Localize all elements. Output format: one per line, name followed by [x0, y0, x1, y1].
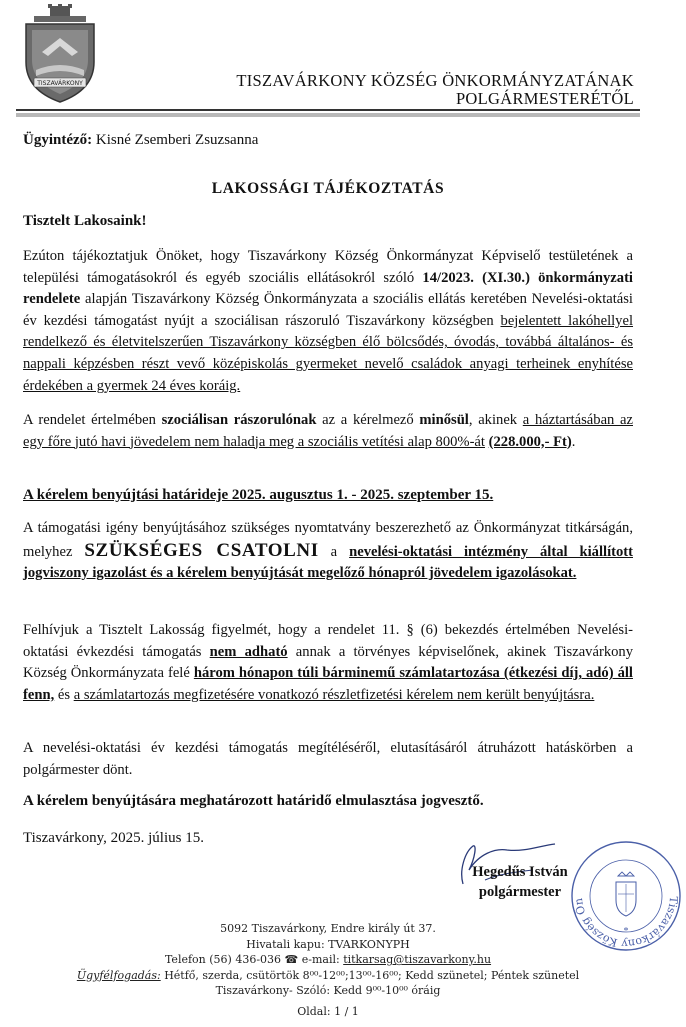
footer-contact	[0, 952, 656, 968]
header-rule-shadow	[16, 113, 640, 117]
phone-icon: ☎	[284, 953, 299, 967]
case-officer	[23, 132, 258, 149]
paragraph-exclusion	[23, 620, 633, 706]
document-date: Tiszavárkony, 2025. július 15.	[23, 830, 204, 846]
income-limit-amount: (228.000,- Ft)	[488, 433, 572, 450]
required-documents-text: nevelési-oktatási intézmény által kiállított jogviszony igazolást és a kérelem benyújtását megelőző hónapról jövedelem igazolásokat.	[23, 543, 633, 582]
text: annak a törvényes képviselőnek, akinek Tiszavárkony Község Önkormányzata felé	[23, 643, 634, 682]
header-rule	[16, 109, 640, 111]
emphasis: nem adható	[209, 643, 288, 660]
paragraph-eligibility	[23, 410, 633, 453]
footer	[0, 921, 656, 999]
greeting: Tisztelt Lakosaink!	[23, 213, 147, 229]
forfeiture-notice: A kérelem benyújtására meghatározott határidő elmulasztása jogvesztő.	[23, 793, 484, 809]
text: Felhívjuk a Tisztelt Lakosság figyelmét, hogy a rendelet 11. § (6) bekezdés értelmében Nevelési-oktatási évkezdési támogatás	[23, 622, 633, 660]
text: A rendelet értelmében	[23, 412, 162, 428]
signatory	[460, 862, 580, 902]
emphasis: szociálisan rászorulónak	[161, 412, 317, 428]
document-title: LAKOSSÁGI TÁJÉKOZTATÁS	[211, 180, 445, 197]
footer-address: 5092 Tiszavárkony, Endre király út 37.	[220, 922, 436, 935]
footer-hours	[0, 968, 656, 984]
signatory-role: polgármester	[478, 884, 562, 900]
crest-label: TISZAVÁRKONY	[37, 80, 83, 87]
text: Ezúton tájékoztatjuk Önöket, hogy Tiszavárkony Község Önkormányzat Képviselő testületének a települési támogatásokról és egyéb szociális ellátásokról szóló	[23, 248, 633, 286]
text: alapján Tiszavárkony Község Önkormányzata a szociális ellátás keretében Nevelési-oktatási év kezdési támogatást nyújt a szociálisan rászoruló Tiszavárkony községben	[23, 291, 633, 329]
paragraph-attachments	[23, 518, 633, 585]
decree-reference: 14/2023. (XI.30.) önkormányzati rendelete	[23, 269, 633, 308]
footer-phone: Telefon (56) 436-036	[164, 953, 285, 967]
footer-szolo-hours: Tiszavárkony- Szóló: Kedd 9⁰⁰-10⁰⁰ óráig	[215, 984, 441, 998]
stamp-text: Tiszavárkony Község Ön	[571, 895, 681, 951]
text: .	[571, 433, 576, 450]
text: , akinek	[468, 412, 523, 428]
text: az a kérelmező	[316, 412, 420, 428]
income-limit-text: a háztartásában az egy főre jutó havi jövedelem nem haladja meg a szociális vetítési alap 800%-át	[23, 412, 633, 450]
footer-hours-text: Hétfő, szerda, csütörtök 8⁰⁰-12⁰⁰;13⁰⁰-16⁰⁰; Kedd szünetel; Péntek szünetel	[160, 968, 580, 982]
footer-email-label: e-mail:	[298, 953, 344, 967]
letterhead-line1: TISZAVÁRKONY KÖZSÉG ÖNKORMÁNYZATÁNAK	[236, 71, 634, 90]
debt-condition-text: három hónapon túli bárminemű számlatartozása (étkezési díj, adó) áll fenn,	[23, 665, 633, 703]
text: A támogatási igény benyújtásához szükséges nyomtatvány beszerezhető az Önkormányzat titkárságán, melyhez	[23, 520, 633, 560]
eligible-families-text: bejelentett lakóhellyel rendelkező és életvitelszerűen Tiszavárkony községben élő bölcsődés, óvodás, továbbá általános- és nappali képzésben részt vevő középiskolás gyermeket nevelő családok anyagi terheinek enyhítése érdekében a gyermek 24 éves koráig.	[23, 312, 634, 394]
emphasis: minősül	[419, 412, 469, 428]
case-officer-label: Ügyintéző:	[23, 132, 93, 148]
svg-text:*: *	[623, 926, 629, 937]
text: a	[318, 543, 350, 560]
letterhead-line2: POLGÁRMESTERÉTŐL	[455, 89, 634, 108]
signatory-name: Hegedűs István	[472, 864, 568, 880]
submission-deadline: A kérelem benyújtási határideje 2025. augusztus 1. - 2025. szeptember 15.	[23, 487, 494, 503]
installment-condition-text: a számlatartozás megfizetésére vonatkozó részletfizetési kérelem nem került benyújtásra.	[73, 686, 595, 703]
paragraph-intro	[23, 246, 633, 397]
letterhead	[236, 72, 634, 108]
case-officer-name: Kisné Zsemberi Zsuzsanna	[95, 132, 259, 148]
footer-gateway: Hivatali kapu: TVARKONYPH	[246, 937, 410, 951]
paragraph-decision: A nevelési-oktatási év kezdési támogatás megítéléséről, elutasításáról átruházott hatáskörben a polgármester dönt.	[23, 740, 633, 778]
footer-hours-label: Ügyfélfogadás:	[76, 968, 161, 982]
text: és	[54, 686, 74, 703]
municipal-crest-logo	[14, 4, 106, 104]
page-number: Oldal: 1 / 1	[297, 1005, 359, 1018]
footer-email-link[interactable]: titkarsag@tiszavarkony.hu	[343, 953, 492, 967]
required-attachments-heading: SZÜKSÉGES CSATOLNI	[84, 539, 319, 561]
